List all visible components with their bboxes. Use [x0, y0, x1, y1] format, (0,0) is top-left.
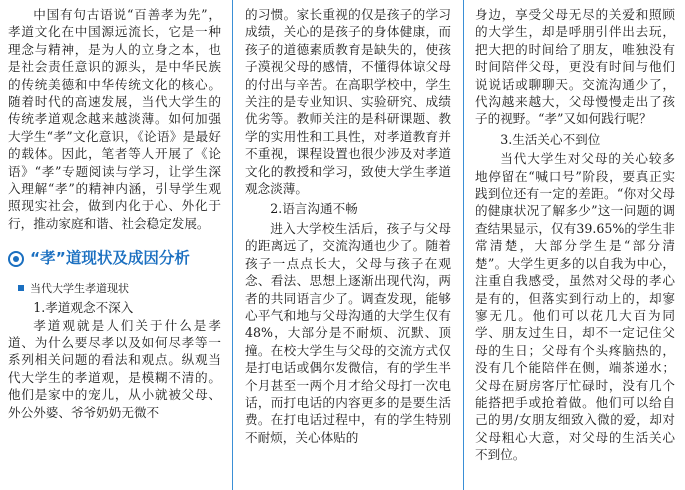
column-divider-2: [463, 0, 464, 490]
continued-paragraph: 的习惯。家长重视的仅是孩子的学习成绩，关心的是孩子的身体健康，而孩子的道德素质教育是缺失的，使孩子漠视父母的感情，不懂得体谅父母的付出与辛苦。在高职学校中，学生关注的是专业知识、实验研究、成绩优劣等。教师关注的是科研课题、教学的实用性和工具性，对孝道教育并不重视，课程设置也很少涉及对孝道文化的教授和学习，致使大学生孝道观念淡薄。: [245, 7, 451, 197]
subsection-title: 当代大学生孝道现状: [30, 281, 129, 295]
column-1: [8, 6, 221, 421]
column-divider-1: [232, 0, 233, 490]
item3-paragraph: 当代大学生对父母的关心较多地停留在“喊口号”阶段，要真正实践到位还有一定的差距。“你对父母的健康状况了解多少”这一问题的调查结果显示，仅有39.65%的学生非常清楚，大部分学生是“部分清楚”。大学生更多的以自我为中心，注重自我感受，虽然对父母的孝心是有的，但落实到行动上的，却寥寥无几。他们可以花几大百为同学、朋友过生日，却不一定记住父母的生日；父母有个头疼脑热的，没有几个能陪伴在侧，端茶递水；父母在厨房客厅忙碌时，没有几个能搭把手或抢着做。他们可以给自己的男/女朋友细致入微的爱，却对父母粗心大意，对父母的生活关心不到位。: [475, 151, 675, 463]
item2-title: 2.语言沟通不畅: [270, 201, 358, 217]
section-heading: [8, 250, 221, 267]
intro-paragraph: 中国有句古语说“百善孝为先”，孝道文化在中国源远流长，它是一种理念与精神，是为人的立身之本，也是社会责任意识的源头，是中华民族的传统美德和中华传统文化的核心。随着时代的高速发展，当代大学生的传统孝道观念越来越淡薄。如何加强大学生“孝”文化意识，《论语》是最好的载体。因此，笔者等人开展了《论语》“孝”专题阅读与学习，让学生深入理解“孝”的精神内涵，引导学生观照现实社会，做到内化于心、外化于行，推动家庭和谐、社会稳定发展。: [8, 7, 221, 231]
continued-paragraph-3: 身边，享受父母无尽的关爱和照顾的大学生，却是呼朋引伴出去玩，把大把的时间给了朋友，唯独没有时间陪伴父母，更没有时间与他们说说话或聊聊天。交流沟通少了，代沟越来越大，父母慢慢走出了孩子的视野。“孝”又如何践行呢？: [475, 7, 675, 127]
section-bullet-icon: [8, 251, 24, 267]
square-bullet-icon: [18, 285, 24, 291]
subsection-heading: [18, 280, 221, 297]
section-title: “孝”道现状及成因分析: [30, 249, 190, 268]
item2-paragraph: 进入大学校生活后，孩子与父母的距离远了，交流沟通也少了。随着孩子一点点长大，父母与孩子在观念、看法、思想上逐渐出现代沟，两者的共同语言少了。调查发现，能够心平气和地与父母沟通的大学生仅有48%，大部分是不耐烦、沉默、顶撞。在校大学生与父母的交流方式仅是打电话或偶尔发微信，有的学生半个月甚至一两个月才给父母打一次电话，而打电话的内容更多的是要生活费。在打电话过程中，有的学生特别不耐烦，关心体贴的: [245, 220, 451, 445]
item1-paragraph: 孝道观就是人们关于什么是孝道、为什么要尽孝以及如何尽孝等一系列相关问题的看法和观点。纵观当代大学生的孝道观，是模糊不清的。他们是家中的宠儿，从小就被父母、外公外婆、爷爷奶奶无微不: [8, 317, 221, 420]
item1-title: 1.孝道观念不深入: [33, 300, 134, 316]
column-2: [245, 6, 451, 446]
column-3: [475, 6, 675, 464]
item3-title: 3.生活关心不到位: [500, 131, 601, 147]
